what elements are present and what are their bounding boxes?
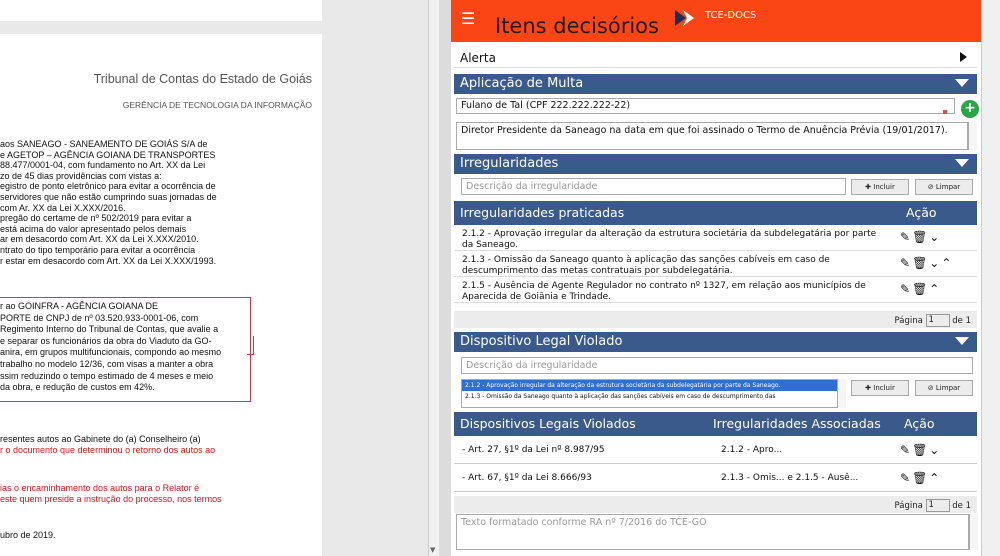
document-line: servidores que não estão cumprindo suas jornadas de xyxy=(0,192,217,202)
document-line: e AGETOP – AGÊNCIA GOIANA DE TRANSPORTES xyxy=(0,149,216,160)
dispositivo-placeholder: Descrição da irregularidade xyxy=(466,360,598,371)
texto-placeholder: Texto formatado conforme RA nº 7/2016 do TCE-GO xyxy=(461,517,707,528)
edit-icon[interactable]: ✎ xyxy=(900,282,913,296)
section-dispositivo[interactable] xyxy=(454,332,977,352)
document-line: da obra, e redução de custos em 42%. xyxy=(0,382,155,393)
role-value: Diretor Presidente da Saneago na data em que foi assinado o Termo de Anuência Prévia (19/01/2017). xyxy=(461,125,948,136)
listbox-scrollbar[interactable] xyxy=(837,379,846,408)
plus-icon: ✚ xyxy=(865,384,872,392)
chevron-down-icon[interactable]: ⌄ xyxy=(929,230,942,244)
document-line: ntrato do tipo temporário para evitar a ocorrência xyxy=(0,245,196,255)
chevron-up-icon[interactable]: ⌃ xyxy=(929,282,942,296)
plus-icon: ✚ xyxy=(865,183,872,191)
pagina-label: Página xyxy=(894,501,923,511)
date-line: ubro de 2019. xyxy=(0,530,56,540)
top-bar xyxy=(451,0,981,42)
document-line: trabalho no modelo 12/36, com visas a manter a obra xyxy=(0,359,214,369)
page-title: Itens decisórios xyxy=(495,14,659,38)
row-actions xyxy=(900,230,941,244)
previous-page xyxy=(0,0,322,21)
document-page xyxy=(0,34,322,556)
section-multa[interactable] xyxy=(454,74,977,94)
row-actions xyxy=(900,471,941,485)
org-title: Tribunal de Contas do Estado de Goiás xyxy=(93,72,312,86)
texto-scrollbar[interactable] xyxy=(969,514,978,550)
document-line: este quem preside a instrução do processo, nos termos xyxy=(0,494,222,504)
incluir-label: Incluir xyxy=(873,183,895,191)
limpar-button[interactable] xyxy=(915,179,973,195)
document-line: r estar em desacordo com Art. XX da Lei X.XXX/1993. xyxy=(0,255,217,266)
praticadas-footer xyxy=(454,311,977,328)
dept-title: GERÊNCIA DE TECNOLOGIA DA INFORMAÇÃO xyxy=(122,100,312,110)
edit-icon[interactable]: ✎ xyxy=(900,443,913,457)
section-dispositivo-title: Dispositivo Legal Violado xyxy=(460,334,623,349)
row-dispositivo: - Art. 67, §1º da Lei 8.666/93 xyxy=(462,473,592,483)
page-input[interactable]: 1 xyxy=(926,314,950,327)
listbox-item-selected[interactable]: 2.1.2 - Aprovação irregular da alteração da estrutura societária da subdelegatária por parte da Saneago. xyxy=(462,380,845,391)
expand-right-icon[interactable] xyxy=(960,52,967,62)
document-line: r ao GOINFRA - AGÊNCIA GOIANA DE xyxy=(0,301,159,311)
document-line: zo de 45 dias providências com vistas a: xyxy=(0,170,162,181)
person-value: Fulano de Tal (CPF 222.222.222-22) xyxy=(461,100,631,111)
document-line: com Ar. XX da Lei X.XXX/2016. xyxy=(0,202,126,213)
chevron-down-icon[interactable] xyxy=(955,337,969,345)
document-line: está acima do valor apresentado pelos demais xyxy=(0,223,187,234)
praticadas-pager xyxy=(895,314,971,327)
splitter xyxy=(439,0,451,556)
document-line: ias o encaminhamento dos autos para o Relator é xyxy=(0,483,200,493)
irregularidade-input[interactable] xyxy=(461,178,846,195)
tce-docs-logo-icon xyxy=(673,7,699,29)
table-row[interactable] xyxy=(454,278,977,303)
violados-pager xyxy=(895,499,971,512)
document-line: ar em desacordo com Art. XX da Lei X.XXX/2010. xyxy=(0,234,199,245)
document-scrollbar[interactable] xyxy=(428,0,439,556)
table-row[interactable] xyxy=(454,226,977,251)
trash-icon[interactable]: 🗑 xyxy=(912,230,930,244)
panel-scrollbar[interactable] xyxy=(981,0,1000,556)
row-dispositivo: - Art. 27, §1º da Lei nº 8.987/95 xyxy=(462,445,605,455)
page-input[interactable]: 1 xyxy=(926,499,950,512)
row-actions xyxy=(900,443,941,457)
role-scrollbar[interactable] xyxy=(968,122,977,150)
row-text: 2.1.5 - Ausência de Agente Regulador no contrato nº 1327, em relação aos municípios de Aparecida de Goiânia e Trindade. xyxy=(462,281,866,302)
brand-label: TCE-DOCS xyxy=(705,10,757,21)
alerta-row[interactable] xyxy=(454,48,977,68)
section-irregularidades[interactable] xyxy=(454,154,977,174)
document-line: Regimento Interno do Tribunal de Contas, que avalie a xyxy=(0,324,219,335)
scroll-down-icon[interactable]: ▼ xyxy=(430,546,436,554)
acao-label: Ação xyxy=(906,205,937,220)
chevron-down-icon[interactable] xyxy=(955,79,969,87)
trash-icon[interactable]: 🗑 xyxy=(912,471,930,485)
row-text: 2.1.3 - Omissão da Saneago quanto à aplicação das sanções cabíveis em caso de descumprimento das metas contratuais por subdelegatária. xyxy=(462,255,830,276)
row-text: 2.1.2 - Aprovação irregular da alteração da estrutura societária da subdelegatária por parte da Saneago. xyxy=(462,229,877,250)
praticadas-header xyxy=(454,201,977,225)
violados-footer xyxy=(454,496,977,513)
table-row[interactable] xyxy=(454,252,977,277)
ban-icon: ⊘ xyxy=(927,183,934,191)
section-irreg-title: Irregularidades xyxy=(460,156,559,171)
document-line: r o documento que determinou o retorno dos autos ao xyxy=(0,445,216,455)
limpar-button[interactable] xyxy=(915,380,973,396)
dispositivo-input[interactable] xyxy=(461,357,973,374)
limpar-label: Limpar xyxy=(935,183,961,191)
edit-icon[interactable]: ✎ xyxy=(900,471,913,485)
row-actions xyxy=(900,256,953,270)
ban-icon: ⊘ xyxy=(927,384,934,392)
violados-header xyxy=(454,412,977,436)
pagina-label: Página xyxy=(894,316,923,326)
chevron-down-icon[interactable]: ⌄ xyxy=(929,443,942,457)
row-actions xyxy=(900,282,941,296)
document-line: ssim reduzindo o tempo estimado de 4 meses e meio xyxy=(0,370,214,381)
document-line: e separar os funcionários da obra do Viaduto da GO- xyxy=(0,335,212,346)
row-irregularidade: 2.1.3 - Omis... e 2.1.5 - Ausê... xyxy=(721,473,859,483)
page-total: de 1 xyxy=(952,501,971,511)
limpar-label: Limpar xyxy=(935,384,961,392)
chevron-down-icon[interactable]: ⌄ xyxy=(929,256,942,270)
trash-icon[interactable]: 🗑 xyxy=(912,256,930,270)
document-line: pregão do certame de nº 502/2019 para evitar a xyxy=(0,213,192,224)
alerta-label: Alerta xyxy=(460,51,496,65)
chevron-down-icon[interactable] xyxy=(955,159,969,167)
table-row[interactable] xyxy=(454,465,977,492)
decision-panel xyxy=(451,0,981,556)
irregularidade-placeholder: Descrição da irregularidade xyxy=(466,181,598,192)
edit-icon[interactable]: ✎ xyxy=(900,230,913,244)
add-person-button[interactable]: + xyxy=(961,100,979,118)
section-multa-title: Aplicação de Multa xyxy=(460,76,584,91)
listbox-item[interactable]: 2.1.3 - Omissão da Saneago quanto à aplicação das sanções cabíveis em caso de descumprimento das xyxy=(465,393,776,400)
table-row[interactable] xyxy=(454,437,977,464)
document-line: egistro de ponto eletrônico para evitar a ocorrência de xyxy=(0,181,216,192)
trash-icon[interactable]: 🗑 xyxy=(912,282,930,296)
red-marker xyxy=(943,110,947,114)
col-acao: Ação xyxy=(904,416,935,431)
row-irregularidade: 2.1.2 - Apro... xyxy=(721,445,783,455)
praticadas-title: Irregularidades praticadas xyxy=(460,205,625,220)
person-field[interactable] xyxy=(456,98,955,114)
trash-icon[interactable]: 🗑 xyxy=(912,443,930,457)
role-textarea[interactable] xyxy=(456,122,968,150)
col-irregularidades: Irregularidades Associadas xyxy=(713,416,881,431)
document-line: aos SANEAGO - SANEAMENTO DE GOIÁS S/A de xyxy=(0,139,208,149)
chevron-up-icon[interactable]: ⌃ xyxy=(929,471,942,485)
document-line: PORTE de CNPJ de nº 03.520.933-0001-06, com xyxy=(0,312,199,323)
irregularidade-listbox[interactable] xyxy=(461,379,846,408)
col-dispositivos: Dispositivos Legais Violados xyxy=(460,416,636,431)
incluir-button[interactable] xyxy=(851,179,909,195)
chevron-up-icon[interactable]: ⌃ xyxy=(941,256,954,270)
document-line: anira, em grupos multifuncionais, compondo ao mesmo xyxy=(0,347,222,358)
incluir-label: Incluir xyxy=(873,384,895,392)
texto-textarea[interactable] xyxy=(456,514,969,550)
document-line: resentes autos ao Gabinete do (a) Conselheiro (a) xyxy=(0,434,201,444)
incluir-button[interactable] xyxy=(851,380,909,396)
document-line: 88.477/0001-04, com fundamento no Art. XX da Lei xyxy=(0,160,206,171)
edit-icon[interactable]: ✎ xyxy=(900,256,913,270)
page-total: de 1 xyxy=(952,316,971,326)
menu-icon[interactable]: ☰ xyxy=(461,9,476,28)
